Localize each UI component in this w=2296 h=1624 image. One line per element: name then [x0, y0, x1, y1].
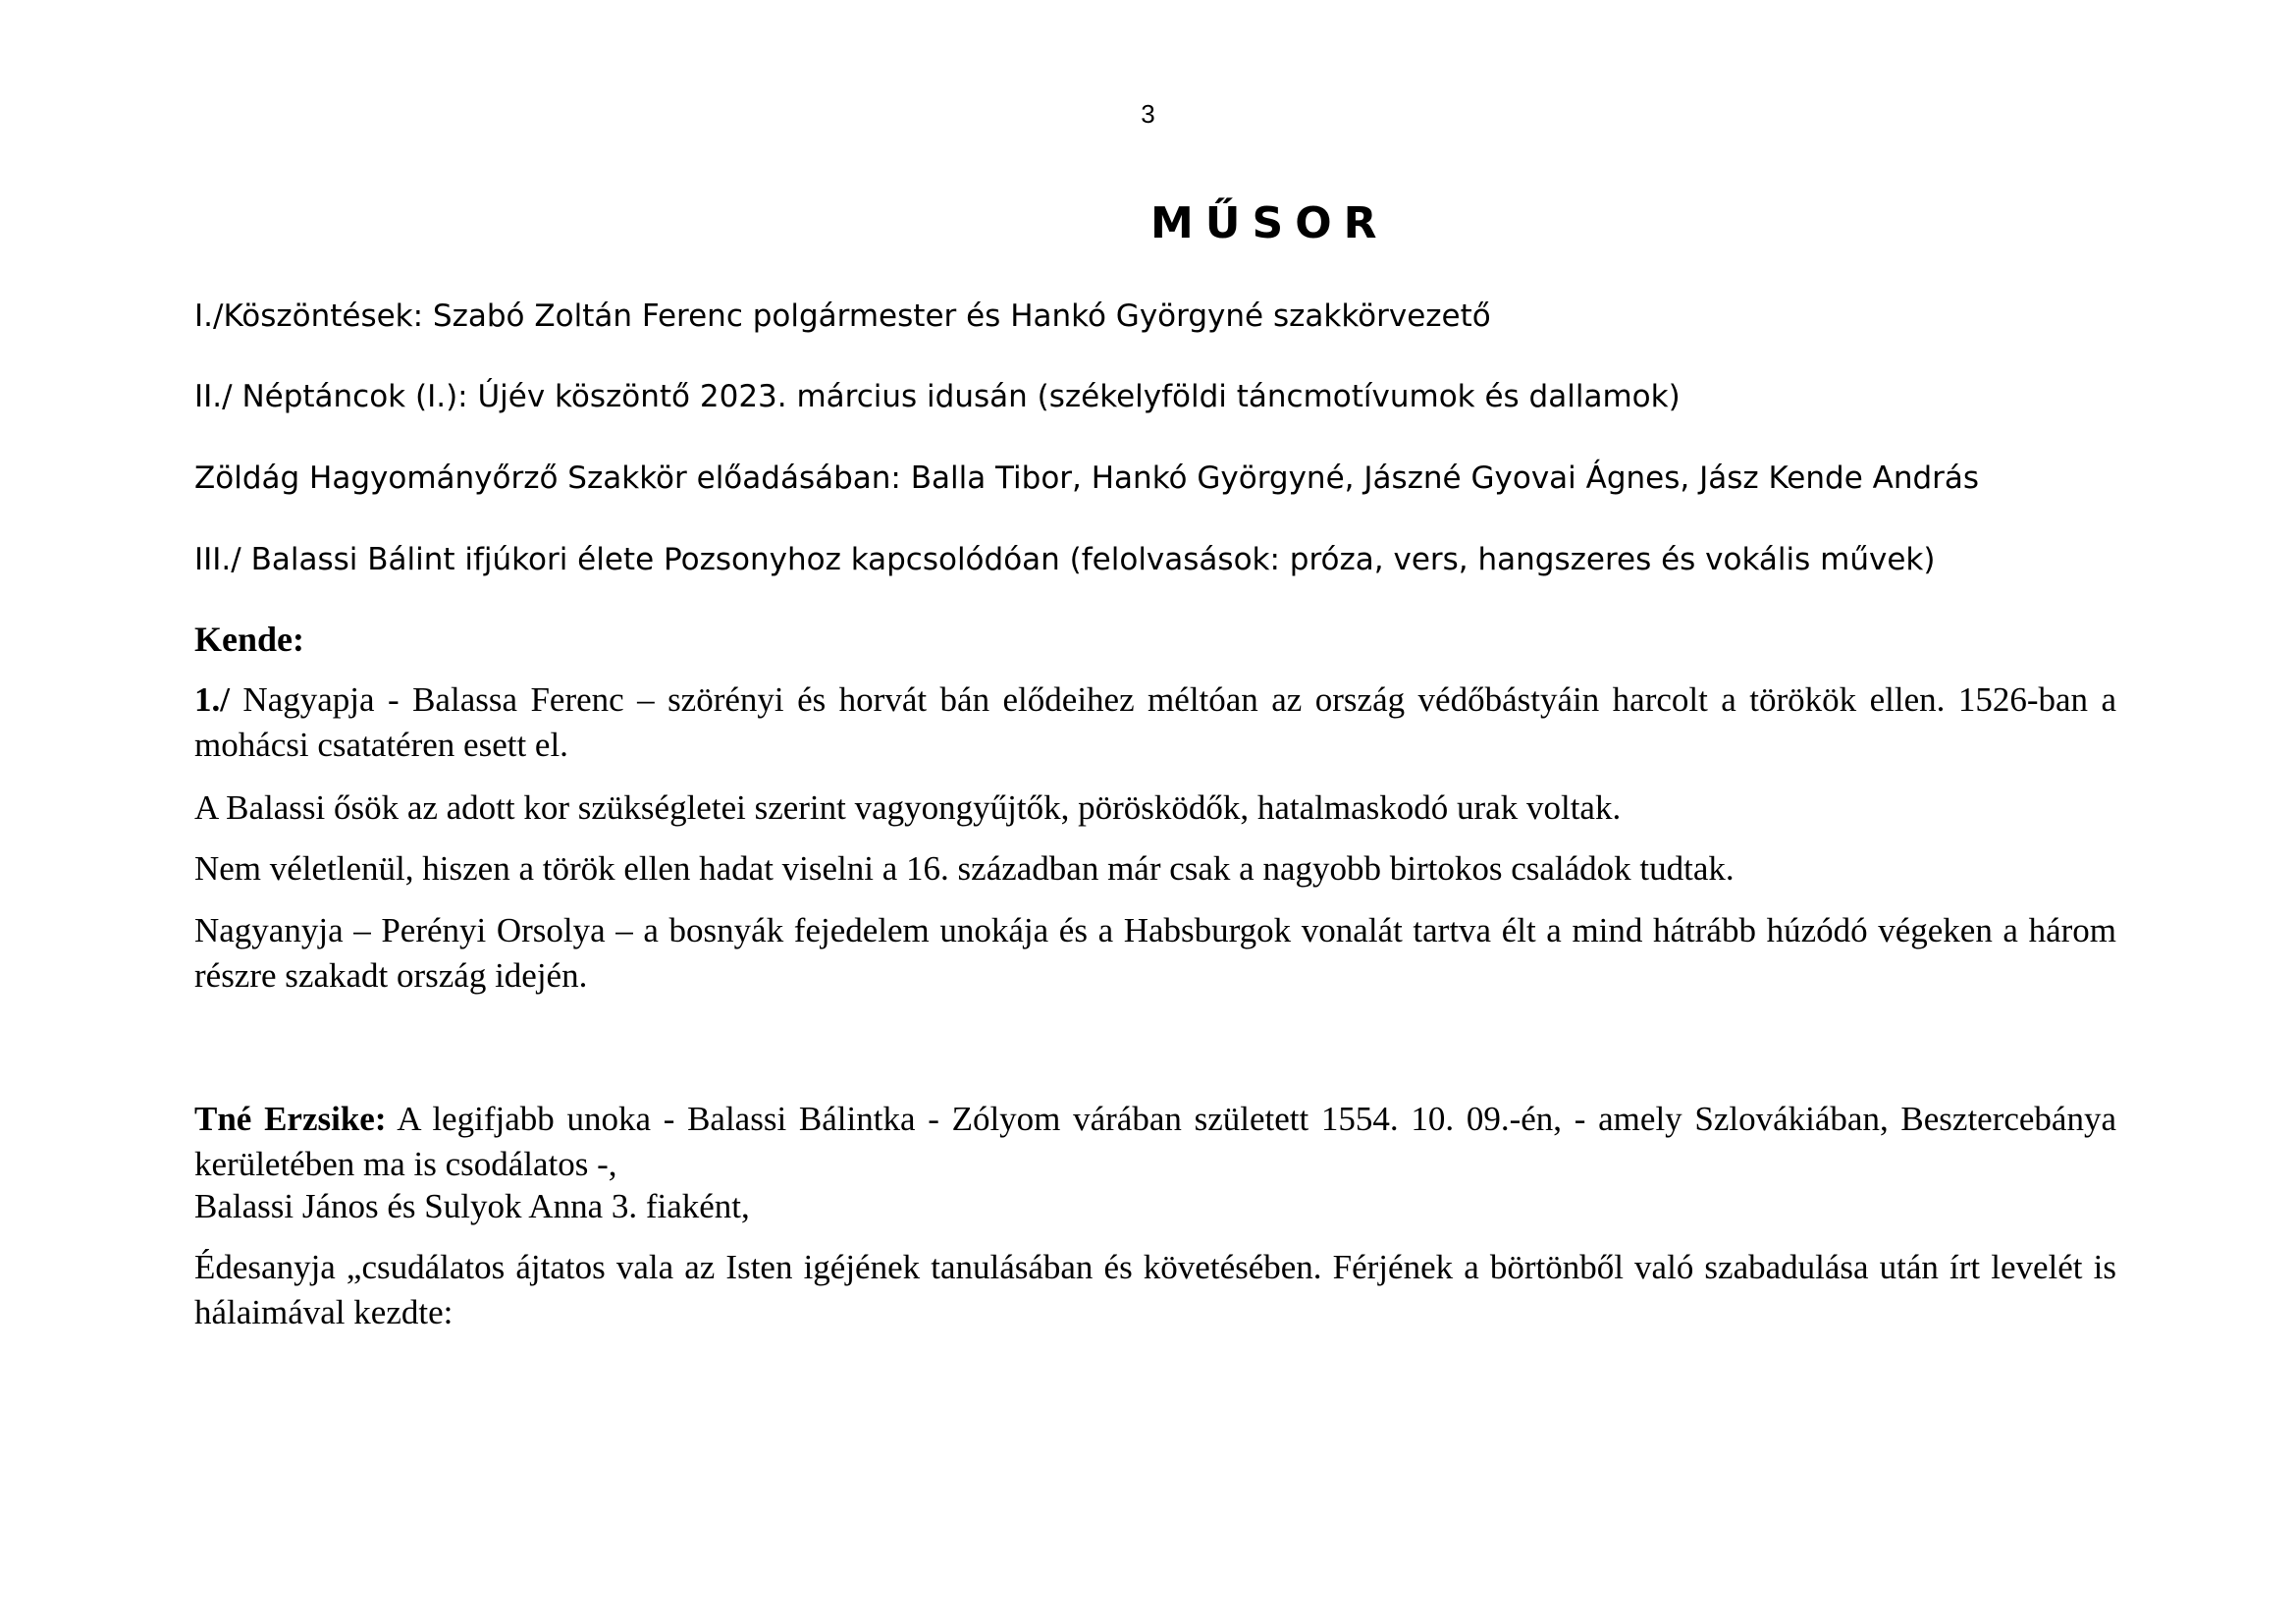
program-item-balassi: III./ Balassi Bálint ifjúkori élete Pozsonyhoz kapcsolódóan (felolvasások: próza, vers, hangszeres és vokális művek)	[194, 542, 1936, 577]
kende-paragraph-2	[194, 785, 2116, 831]
paragraph-text: A legifjabb unoka - Balassi Bálintka - Zólyom várában született 1554. 10. 09.-én, - amely Szlovákiában, Besztercebánya kerületében ma is csodálatos -,	[194, 1100, 2116, 1183]
paragraph-text: A Balassi ősök az adott kor szükségletei szerint vagyongyűjtők, pörösködők, hatalmaskodó urak voltak.	[194, 788, 1622, 827]
paragraph-text: Nagyanyja – Perényi Orsolya – a bosnyák fejedelem unokája és a Habsburgok vonalát tartva élt a mind hátrább húzódó végeken a három részre szakadt ország idején.	[194, 911, 2116, 995]
kende-paragraph-1	[194, 677, 2116, 768]
erzsike-paragraph-3	[194, 1245, 2116, 1335]
program-item-greetings: I./Köszöntések: Szabó Zoltán Ferenc polgármester és Hankó Györgyné szakkörvezető	[194, 298, 1491, 334]
erzsike-paragraph-1	[194, 1097, 2116, 1187]
erzsike-paragraph-2	[194, 1184, 2116, 1229]
paragraph-text: Nem véletlenül, hiszen a török ellen hadat viselni a 16. században már csak a nagyobb birtokos családok tudtak.	[194, 849, 1735, 888]
kende-paragraph-4	[194, 908, 2116, 999]
paragraph-text: Nagyapja - Balassa Ferenc – szörényi és horvát bán elődeihez méltóan az ország védőbástyáin harcolt a törökök ellen. 1526-ban a mohácsi csatatéren esett el.	[194, 680, 2116, 764]
speaker-heading-kende: Kende:	[194, 620, 304, 659]
paragraph-number: 1./	[194, 680, 230, 719]
program-item-performers: Zöldág Hagyományőrző Szakkör előadásában: Balla Tibor, Hankó Györgyné, Jászné Gyovai Ágnes, Jász Kende András	[194, 460, 1980, 496]
page-title: MŰSOR	[1150, 198, 1389, 248]
speaker-heading-erzsike: Tné Erzsike:	[194, 1100, 387, 1138]
program-item-folk-dances: II./ Néptáncok (I.): Újév köszöntő 2023. március idusán (székelyföldi táncmotívumok és dallamok)	[194, 379, 1681, 414]
page-number: 3	[1141, 99, 1155, 129]
paragraph-text: Balassi János és Sulyok Anna 3. fiaként,	[194, 1187, 750, 1225]
kende-paragraph-3	[194, 846, 2116, 892]
paragraph-text: Édesanyja „csudálatos ájtatos vala az Isten igéjének tanulásában és követésében. Férjének a börtönből való szabadulása után írt levelét is hálaimával kezdte:	[194, 1248, 2116, 1331]
